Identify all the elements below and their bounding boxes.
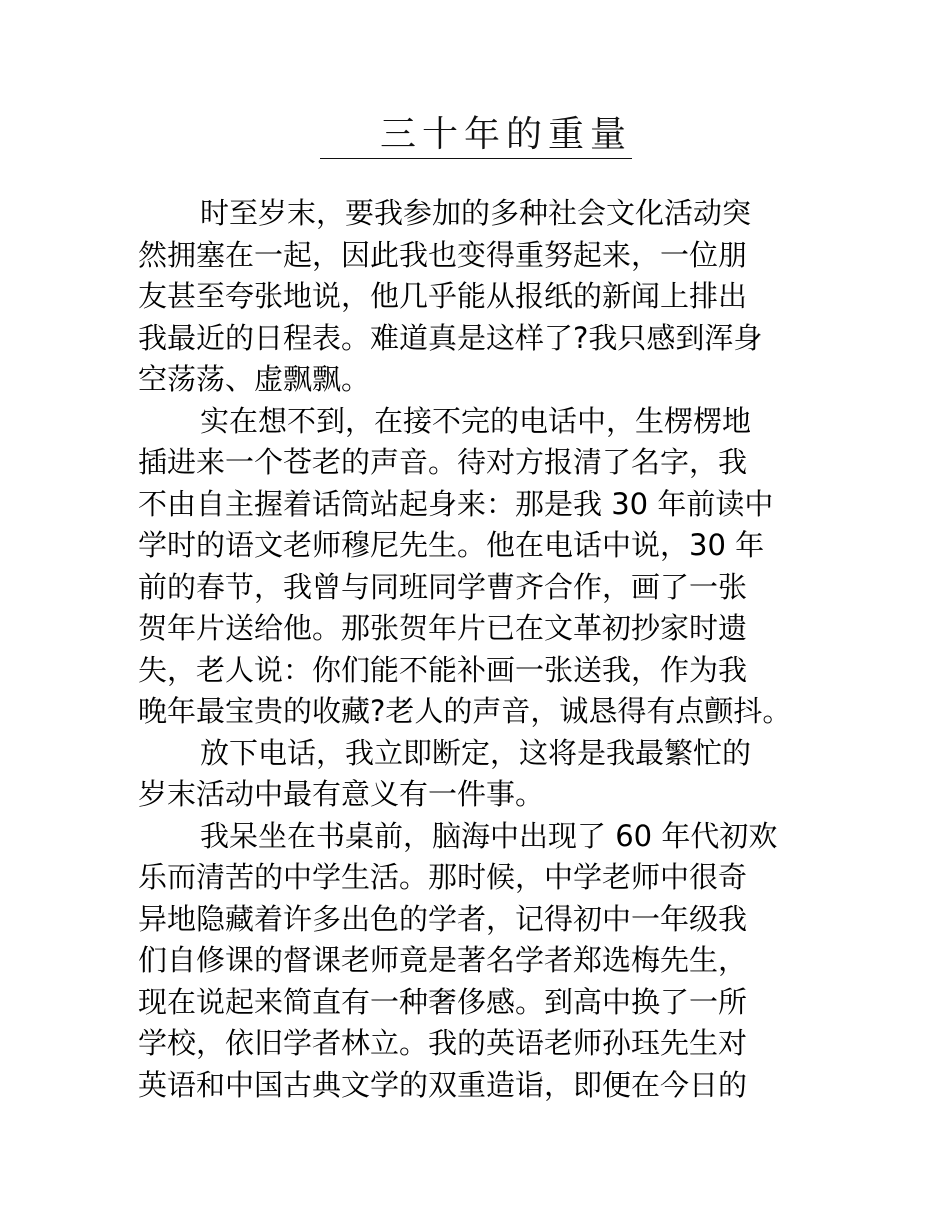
text-line: 放下电话，我立即断定，这将是我最繁忙的	[200, 735, 752, 770]
document-body	[138, 193, 838, 1106]
text-line: 时至岁末，要我参加的多种社会文化活动突	[200, 196, 752, 230]
text-line: 学校，依旧学者林立。我的英语老师孙珏先生对	[138, 1026, 748, 1060]
text-line: 英语和中国古典文学的双重造诣，即便在今日的	[138, 1067, 748, 1102]
text-line: 友甚至夸张地说，他几乎能从报纸的新闻上排出	[138, 279, 748, 313]
text-line: 插进来一个苍老的声音。待对方报清了名字，我	[138, 445, 748, 479]
text-line: 空荡荡、虚飘飘。	[138, 362, 371, 396]
text-line: 前的春节，我曾与同班同学曹齐合作，画了一张	[138, 569, 748, 604]
text-line: 然拥塞在一起，因此我也变得重努起来，一位朋	[138, 237, 748, 272]
text-line: 学时的语文老师穆尼先生。他在电话中说，30 年	[138, 528, 765, 562]
text-line: 贺年片送给他。那张贺年片已在文革初抄家时遗	[138, 611, 748, 645]
text-line: 岁末活动中最有意义有一件事。	[138, 777, 545, 811]
text-line: 现在说起来简直有一种奢侈感。到高中换了一所	[138, 984, 748, 1019]
text-line: 我呆坐在书桌前，脑海中出现了 60 年代初欢	[200, 818, 778, 853]
text-line: 我最近的日程表。难道真是这样了?我只感到浑身	[138, 320, 763, 355]
document-title: 三十年的重量	[320, 112, 632, 159]
text-line: 不由自主握着话筒站起身来：那是我 30 年前读中	[138, 486, 774, 521]
text-line: 异地隐藏着许多出色的学者，记得初中一年级我	[138, 901, 748, 936]
text-line: 们自修课的督课老师竟是著名学者郑选梅先生，	[138, 943, 748, 977]
text-line: 失，老人说：你们能不能补画一张送我，作为我	[138, 652, 748, 687]
text-line: 晚年最宝贵的收藏?老人的声音，诚恳得有点颤抖。	[138, 694, 792, 728]
text-line: 实在想不到，在接不完的电话中，生楞楞地	[200, 403, 752, 438]
text-line: 乐而清苦的中学生活。那时候，中学老师中很奇	[138, 860, 748, 894]
